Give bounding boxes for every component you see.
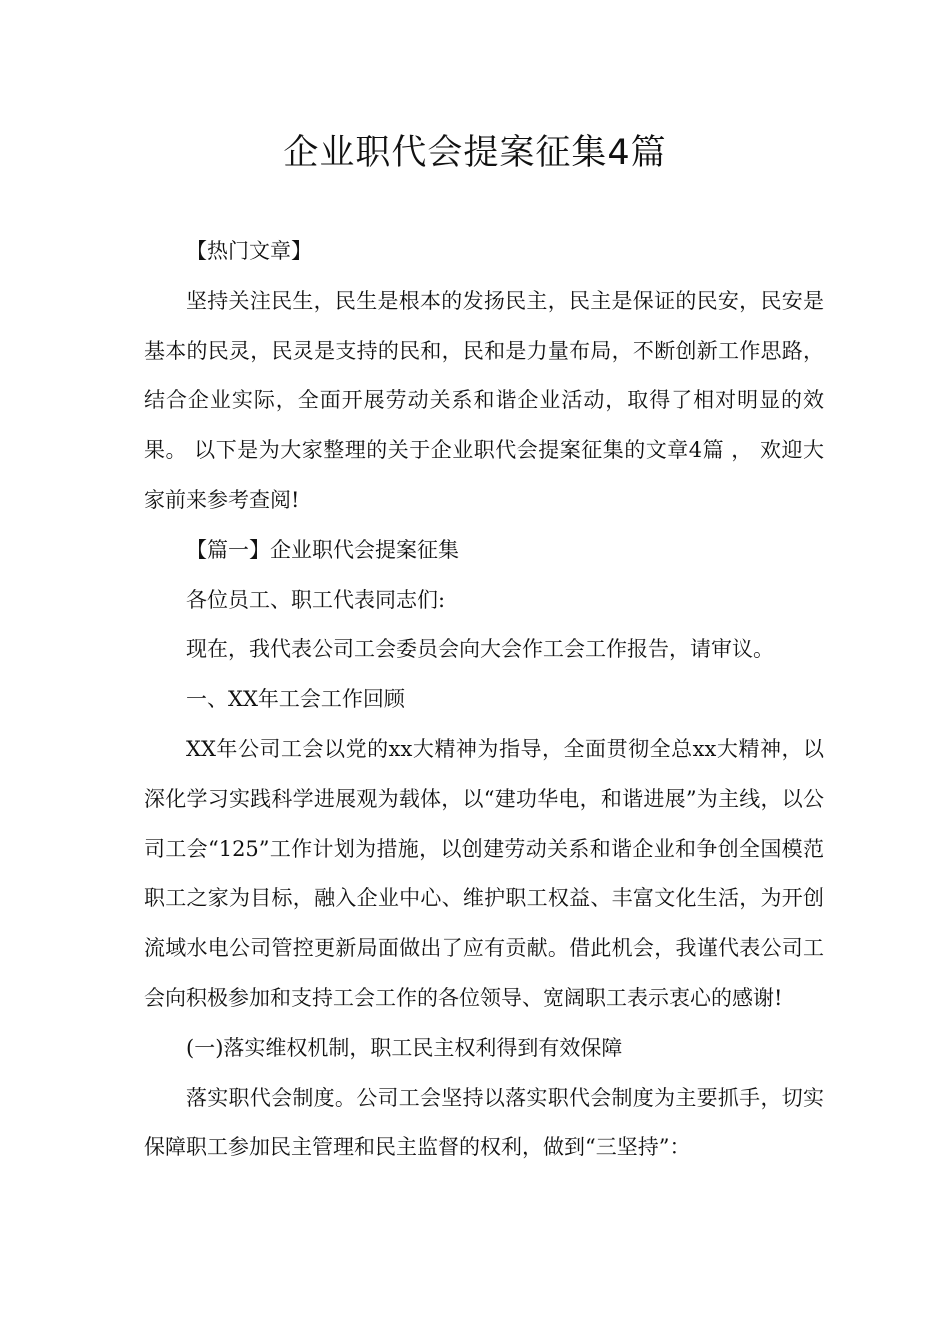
salutation: 各位员工、职工代表同志们:: [186, 587, 446, 612]
document-title: 企业职代会提案征集4篇: [283, 133, 667, 173]
article-one-heading: 【篇一】企业职代会提案征集: [186, 537, 459, 562]
subsection-heading-rights: (一)落实维权机制，职工民主权利得到有效保障: [186, 1035, 623, 1060]
section-heading-review: 一、XX年工会工作回顾: [186, 687, 405, 712]
intro-paragraph: 坚持关注民生，民生是根本的发扬民主，民主是保证的民安，民安是基本的民灵，民灵是支持的民和，民和是力量布局，不断创新工作思路，结合企业实际，全面开展劳动关系和谐企业活动，取得了相对明显的效果。 以下是为大家整理的关于企业职代会提案征集的文章4篇 ， 欢迎大家前来参考查阅!: [144, 288, 824, 512]
report-opening: 现在，我代表公司工会委员会向大会作工会工作报告，请审议。: [186, 637, 774, 662]
congress-system-paragraph: 落实职代会制度。公司工会坚持以落实职代会制度为主要抓手，切实保障职工参加民主管理和民主监督的权利，做到“三坚持”：: [144, 1085, 824, 1160]
review-paragraph: XX年公司工会以党的xx大精神为指导，全面贯彻全总xx大精神，以深化学习实践科学进展观为载体，以“建功华电，和谐进展”为主线，以公司工会“125”工作计划为措施，以创建劳动关系和谐企业和争创全国模范职工之家为目标，融入企业中心、维护职工权益、丰富文化生活，为开创流域水电公司管控更新局面做出了应有贡献。借此机会，我谨代表公司工会向积极参加和支持工会工作的各位领导、宽阔职工表示衷心的感谢!: [144, 736, 824, 1010]
document-body: [144, 227, 824, 1173]
section-tag-hot-articles: 【热门文章】: [186, 239, 312, 263]
